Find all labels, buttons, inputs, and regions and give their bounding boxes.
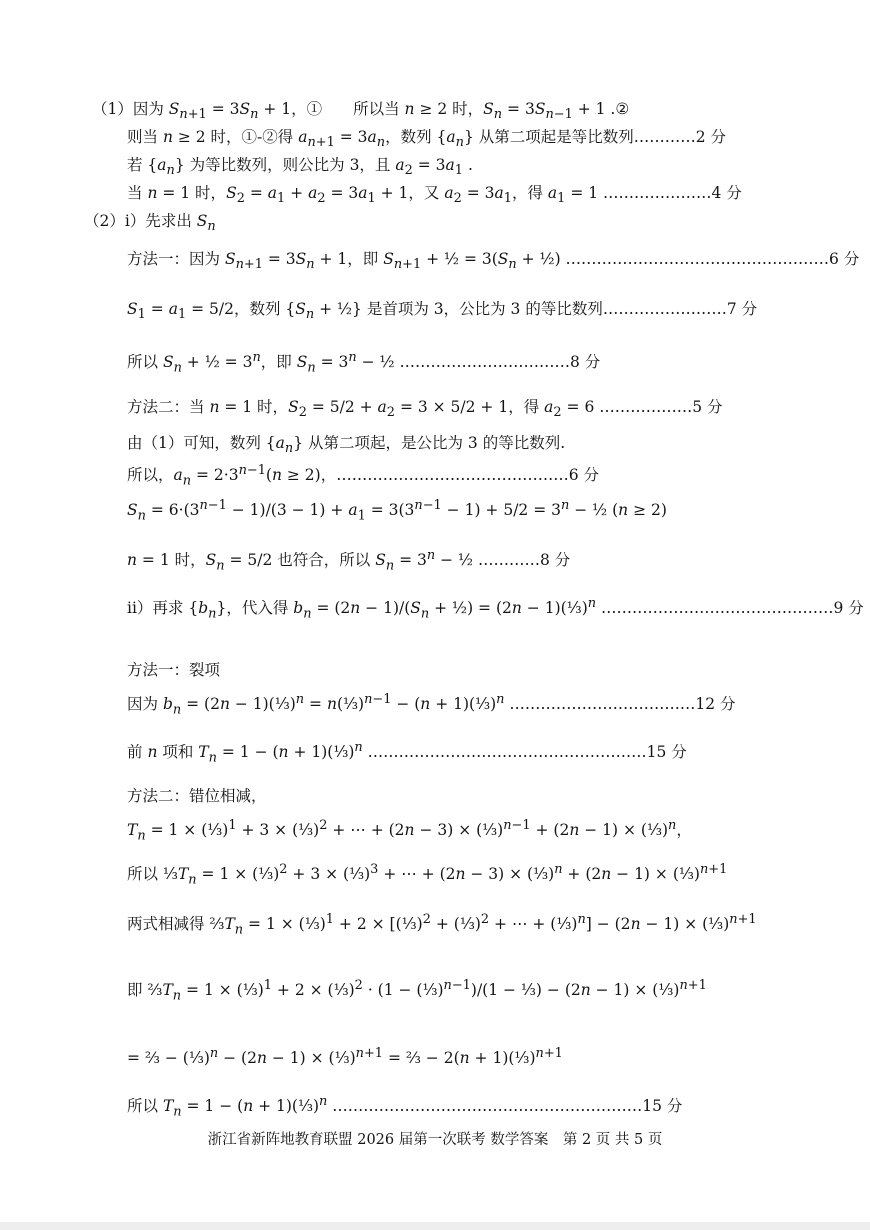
line-24-text: 所以 $T_n = 1 - (n$ + 1)(⅓)$^n$ ……………………………………………………15 分 xyxy=(127,1094,683,1120)
line-15-text: 方法一：裂项 xyxy=(127,660,221,679)
line-10 xyxy=(127,434,870,457)
line-1 xyxy=(92,100,870,123)
line-8 xyxy=(127,350,870,376)
line-17 xyxy=(127,740,870,766)
line-9-text: 方法二：当 n = 1 时，$S_2 = 5/2 + a_2 = 3 \times 5/2 + 1$，得 $a_2 = 6$ ………………5 分 xyxy=(127,398,723,421)
line-11 xyxy=(127,463,870,489)
line-13-text: n = 1 时，$S_n = 5/2$ 也符合，所以 $S_n = 3^n$ − ½ …………8 分 xyxy=(127,548,571,574)
line-20-text: 所以 $\frac{1}{3}T_n = 1$ × (⅓)$^2$ + 3 × (⅓)$^3$ + ⋯ + (2n − 3) × (⅓)$^n$ + (2n − 1) × (⅓)$^{n+1}$ xyxy=(127,862,728,888)
line-4-text: 当 n = 1 时，$S_2 = a_1 + a_2 = 3a_1 + 1$，又 $a_2 = 3a_1$，得 $a_1 = 1$ …………………4 分 xyxy=(127,184,742,207)
line-5 xyxy=(84,212,870,235)
line-7 xyxy=(127,300,870,323)
line-20 xyxy=(127,862,870,888)
line-14-text: ii）再求 $\{b_n\}$，代入得 $b_n = (2n - 1)/(S_n$ + ½) = (2n − 1)(⅓)$^n$ ………………………………………9 分 xyxy=(127,596,864,622)
line-22-text: 即 $\frac{2}{3}T_n = 1$ × (⅓)$^1$ + 2 × (⅓)$^2$ · (1 − (⅓)$^{n-1}$)/(1 − ⅓) − (2n − 1) × (⅓)$^{n+1}$ xyxy=(127,978,707,1004)
line-15 xyxy=(127,660,870,679)
line-6 xyxy=(127,250,870,273)
line-16 xyxy=(127,692,870,718)
line-5-text: （2）i）先求出 $S_n$ xyxy=(84,212,216,235)
line-18 xyxy=(127,786,870,805)
line-17-text: 前 n 项和 $T_n = 1 - (n$ + 1)(⅓)$^n$ ………………………………………………15 分 xyxy=(127,740,687,766)
line-18-text: 方法二：错位相减， xyxy=(127,786,267,805)
line-2 xyxy=(127,128,870,151)
line-13 xyxy=(127,548,870,574)
line-4 xyxy=(127,184,870,207)
line-21-text: 两式相减得 $\frac{2}{3}T_n = 1$ × (⅓)$^1$ + 2 × [(⅓)$^2$ + (⅓)$^2$ + ⋯ + (⅓)$^n$] − (2n − 1) × (⅓)$^{n+1}$ xyxy=(127,912,757,938)
line-24 xyxy=(127,1094,870,1120)
line-7-text: $S_1 = a_1 = 5/2$，数列 {$S_n$ + ½} 是首项为 3，公比为 3 的等比数列……………………7 分 xyxy=(127,300,758,323)
line-21 xyxy=(127,912,870,938)
line-22 xyxy=(127,978,870,1004)
line-8-text: 所以 $S_n$ + ½ = $3^n$，即 $S_n = 3^n$ − ½ ……………………………8 分 xyxy=(127,350,601,376)
line-6-text: 方法一：因为 $S_{n+1} = 3S_n + 1$，即 $S_{n+1}$ + ½ = $3(S_n$ + ½) ……………………………………………6 分 xyxy=(127,250,860,273)
line-10-text: 由（1）可知，数列 $\{a_n\}$ 从第二项起，是公比为 3 的等比数列. xyxy=(127,434,566,457)
line-12-text: $S_n = 6\cdot(3^{n-1} - 1)/(3 - 1) + a_1 = 3(3^{n-1} - 1) + 5/2 = 3^n$ − ½ (n ≥ 2) xyxy=(127,498,667,524)
line-14 xyxy=(127,596,870,622)
line-12 xyxy=(127,498,870,524)
bottom-strip xyxy=(0,1222,870,1230)
line-9 xyxy=(127,398,870,421)
page-footer: 浙江省新阵地教育联盟 2026 届第一次联考 数学答案 第 2 页 共 5 页 xyxy=(207,1132,663,1148)
line-3 xyxy=(127,156,870,179)
line-11-text: 所以，$a_n = 2\cdot 3^{n-1}(n \ge 2)$，………………………………………6 分 xyxy=(127,463,600,489)
line-23 xyxy=(127,1046,870,1068)
line-19-text: $T_n = 1$ × (⅓)$^1$ + 3 × (⅓)$^2$ + ⋯ + (2n − 3) × (⅓)$^{n-1}$ + (2n − 1) × (⅓)$^n$， xyxy=(127,818,692,844)
line-2-text: 则当 n ≥ 2 时，①-②得 $a_{n+1} = 3a_n$，数列 $\{a_n\}$ 从第二项起是等比数列…………2 分 xyxy=(127,128,727,151)
line-23-text: = ⅔ − (⅓)$^n$ − (2n − 1) × (⅓)$^{n+1}$ = ⅔ − 2(n + 1)(⅓)$^{n+1}$ xyxy=(127,1046,563,1068)
line-19 xyxy=(127,818,870,844)
line-3-text: 若 $\{a_n\}$ 为等比数列，则公比为 3，且 $a_2 = 3a_1$ . xyxy=(127,156,473,179)
line-16-text: 因为 $b_n = (2n$ − 1)(⅓)$^n$ = n(⅓)$^{n-1}$ − (n + 1)(⅓)$^n$ ………………………………12 分 xyxy=(127,692,736,718)
line-1-text: （1）因为 $S_{n+1} = 3S_n + 1$，① 所以当 n ≥ 2 时，$S_n = 3S_{n-1} + 1$ .② xyxy=(92,100,630,123)
